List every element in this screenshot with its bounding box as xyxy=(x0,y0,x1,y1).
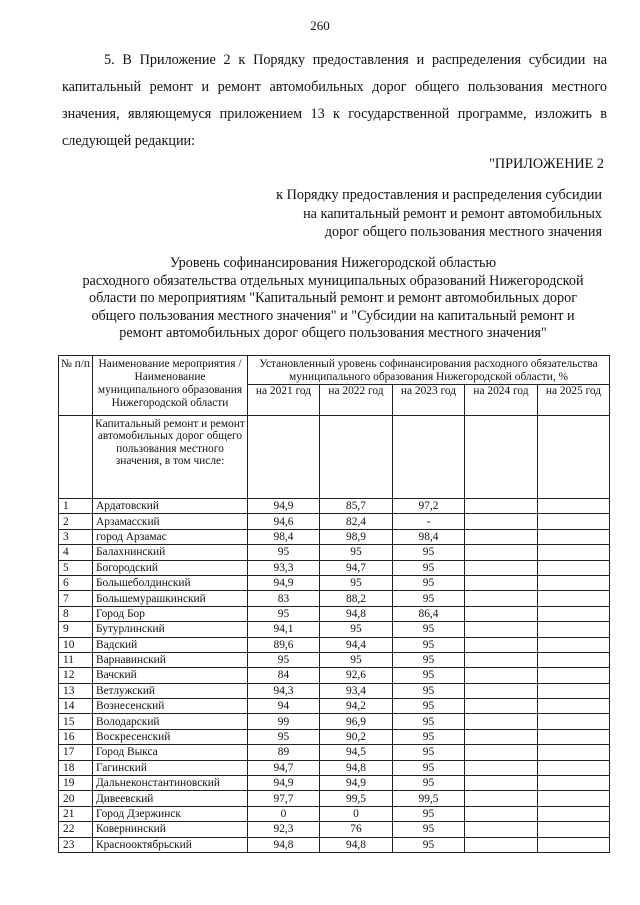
value-2022: 85,7 xyxy=(320,499,393,514)
value-2025 xyxy=(538,606,610,621)
appendix-subtitle-line: на капитальный ремонт и ремонт автомобильных xyxy=(303,205,602,222)
value-2023: - xyxy=(393,514,465,529)
row-number: 15 xyxy=(59,714,93,729)
value-2025 xyxy=(538,668,610,683)
value-2023: 95 xyxy=(393,575,465,590)
table-row xyxy=(59,622,610,637)
municipality-name: Город Бор xyxy=(93,606,248,621)
value-2021: 93,3 xyxy=(248,560,320,575)
table-row xyxy=(59,575,610,590)
value-2024 xyxy=(465,668,538,683)
value-2023: 95 xyxy=(393,806,465,821)
value-2022: 94,8 xyxy=(320,837,393,852)
value-2022: 95 xyxy=(320,575,393,590)
row-number: 8 xyxy=(59,606,93,621)
header-year: на 2022 год xyxy=(320,385,393,416)
value-2025 xyxy=(538,699,610,714)
municipality-name: Большемурашкинский xyxy=(93,591,248,606)
municipality-name: Володарский xyxy=(93,714,248,729)
value-2022: 98,9 xyxy=(320,529,393,544)
table-row xyxy=(59,499,610,514)
value-2023: 98,4 xyxy=(393,529,465,544)
header-year: на 2024 год xyxy=(465,385,538,416)
municipality-name: Краснооктябрьский xyxy=(93,837,248,852)
row-number: 9 xyxy=(59,622,93,637)
value-2021: 84 xyxy=(248,668,320,683)
value-2023: 86,4 xyxy=(393,606,465,621)
value-2021: 83 xyxy=(248,591,320,606)
heading-line: области по мероприятиям "Капитальный ремонт и ремонт автомобильных дорог xyxy=(88,290,578,306)
value-2023: 95 xyxy=(393,545,465,560)
row-number: 11 xyxy=(59,652,93,667)
header-number: № п/п xyxy=(59,356,93,416)
municipality-name: Дивеевский xyxy=(93,791,248,806)
value-2025 xyxy=(538,837,610,852)
value-2024 xyxy=(465,606,538,621)
value-2022: 95 xyxy=(320,622,393,637)
value-2023: 95 xyxy=(393,683,465,698)
value-2021: 94,7 xyxy=(248,760,320,775)
value-2024 xyxy=(465,652,538,667)
value-2025 xyxy=(538,776,610,791)
row-number: 18 xyxy=(59,760,93,775)
table-row xyxy=(59,545,610,560)
row-number: 22 xyxy=(59,822,93,837)
value-2022: 94,8 xyxy=(320,606,393,621)
table-row xyxy=(59,668,610,683)
table-row xyxy=(59,514,610,529)
value-2025 xyxy=(538,637,610,652)
municipality-name: Богородский xyxy=(93,560,248,575)
heading-line: общего пользования местного значения" и "Субсидии на капитальный ремонт и xyxy=(91,307,575,324)
row-number: 21 xyxy=(59,806,93,821)
value-2023: 95 xyxy=(393,837,465,852)
value-2021: 94,8 xyxy=(248,837,320,852)
table-row xyxy=(59,591,610,606)
value-2024 xyxy=(465,745,538,760)
value-2024 xyxy=(465,622,538,637)
value-2024 xyxy=(465,822,538,837)
intro-text: 5. В Приложение 2 к Порядку предоставления и распределения субсидии на капитальный ремонт и ремонт автомобильных дорог общего пользования местного значения, являющемуся приложением 13 к государственной программе, изложить в следующей редакции: xyxy=(62,52,607,149)
table-row xyxy=(59,699,610,714)
value-2022: 94,7 xyxy=(320,560,393,575)
value-2021: 94,3 xyxy=(248,683,320,698)
municipality-name: Город Выкса xyxy=(93,745,248,760)
value-2021: 94,9 xyxy=(248,575,320,590)
table-row xyxy=(59,652,610,667)
value-2025 xyxy=(538,791,610,806)
value-2024 xyxy=(465,591,538,606)
subtitle-empty-cell xyxy=(465,416,538,499)
header-name: Наименование мероприятия / Наименование муниципального образования Нижегородской области xyxy=(93,356,248,416)
value-2021: 94,9 xyxy=(248,776,320,791)
value-2023: 95 xyxy=(393,714,465,729)
section-subtitle: Капитальный ремонт и ремонт автомобильных дорог общего пользования местного значения, в том числе: xyxy=(93,416,248,499)
value-2023: 95 xyxy=(393,760,465,775)
value-2025 xyxy=(538,560,610,575)
value-2024 xyxy=(465,499,538,514)
appendix-subtitle-line: дорог общего пользования местного значения xyxy=(324,224,602,240)
value-2022: 0 xyxy=(320,806,393,821)
subtitle-empty-cell xyxy=(393,416,465,499)
value-2025 xyxy=(538,729,610,744)
value-2025 xyxy=(538,529,610,544)
value-2024 xyxy=(465,514,538,529)
table-row xyxy=(59,760,610,775)
value-2024 xyxy=(465,791,538,806)
value-2023: 95 xyxy=(393,668,465,683)
value-2025 xyxy=(538,575,610,590)
row-number: 17 xyxy=(59,745,93,760)
row-number: 13 xyxy=(59,683,93,698)
row-number: 1 xyxy=(59,499,93,514)
municipality-name: Город Дзержинск xyxy=(93,806,248,821)
row-number: 19 xyxy=(59,776,93,791)
value-2023: 99,5 xyxy=(393,791,465,806)
table-row xyxy=(59,560,610,575)
row-number: 3 xyxy=(59,529,93,544)
municipality-name: Балахнинский xyxy=(93,545,248,560)
value-2023: 95 xyxy=(393,652,465,667)
value-2021: 98,4 xyxy=(248,529,320,544)
table-row xyxy=(59,637,610,652)
appendix-subtitle-line: к Порядку предоставления и распределения субсидии xyxy=(276,187,602,203)
value-2021: 95 xyxy=(248,652,320,667)
subtitle-empty-cell xyxy=(538,416,610,499)
table-row xyxy=(59,745,610,760)
municipality-name: Ардатовский xyxy=(93,499,248,514)
value-2021: 94,1 xyxy=(248,622,320,637)
municipality-name: Бутурлинский xyxy=(93,622,248,637)
table-row xyxy=(59,806,610,821)
header-year: на 2025 год xyxy=(538,385,610,416)
value-2023: 97,2 xyxy=(393,499,465,514)
row-number: 7 xyxy=(59,591,93,606)
value-2022: 76 xyxy=(320,822,393,837)
header-year: на 2023 год xyxy=(393,385,465,416)
value-2022: 99,5 xyxy=(320,791,393,806)
value-2022: 94,5 xyxy=(320,745,393,760)
table-row xyxy=(59,837,610,852)
value-2025 xyxy=(538,822,610,837)
value-2022: 95 xyxy=(320,652,393,667)
heading-line: Уровень софинансирования Нижегородской областью xyxy=(169,255,497,271)
value-2022: 94,8 xyxy=(320,760,393,775)
municipality-name: Дальнеконстантиновский xyxy=(93,776,248,791)
value-2022: 92,6 xyxy=(320,668,393,683)
value-2024 xyxy=(465,683,538,698)
value-2023: 95 xyxy=(393,622,465,637)
value-2024 xyxy=(465,637,538,652)
appendix-title: "ПРИЛОЖЕНИЕ 2 xyxy=(489,156,604,172)
municipality-name: Вадский xyxy=(93,637,248,652)
value-2021: 0 xyxy=(248,806,320,821)
value-2023: 95 xyxy=(393,560,465,575)
value-2023: 95 xyxy=(393,822,465,837)
row-number: 23 xyxy=(59,837,93,852)
value-2022: 90,2 xyxy=(320,729,393,744)
value-2025 xyxy=(538,806,610,821)
municipality-name: Вачский xyxy=(93,668,248,683)
municipality-name: Большеболдинский xyxy=(93,575,248,590)
value-2021: 95 xyxy=(248,545,320,560)
value-2023: 95 xyxy=(393,745,465,760)
value-2021: 97,7 xyxy=(248,791,320,806)
row-number: 2 xyxy=(59,514,93,529)
page-number: 260 xyxy=(310,18,330,33)
value-2021: 95 xyxy=(248,729,320,744)
value-2021: 95 xyxy=(248,606,320,621)
header-level: Установленный уровень софинансирования расходного обязательства муниципального образования Нижегородской области, % xyxy=(248,356,610,385)
value-2023: 95 xyxy=(393,729,465,744)
value-2021: 89 xyxy=(248,745,320,760)
value-2022: 88,2 xyxy=(320,591,393,606)
table-row xyxy=(59,529,610,544)
value-2024 xyxy=(465,714,538,729)
value-2022: 94,4 xyxy=(320,637,393,652)
municipality-name: Ветлужский xyxy=(93,683,248,698)
value-2021: 99 xyxy=(248,714,320,729)
value-2022: 96,9 xyxy=(320,714,393,729)
header-year: на 2021 год xyxy=(248,385,320,416)
value-2021: 94 xyxy=(248,699,320,714)
row-number: 4 xyxy=(59,545,93,560)
value-2025 xyxy=(538,545,610,560)
row-number: 20 xyxy=(59,791,93,806)
value-2025 xyxy=(538,683,610,698)
row-number: 12 xyxy=(59,668,93,683)
row-number: 10 xyxy=(59,637,93,652)
value-2025 xyxy=(538,652,610,667)
value-2024 xyxy=(465,529,538,544)
municipality-name: Гагинский xyxy=(93,760,248,775)
municipality-name: Вознесенский xyxy=(93,699,248,714)
row-number: 5 xyxy=(59,560,93,575)
value-2025 xyxy=(538,591,610,606)
municipality-name: город Арзамас xyxy=(93,529,248,544)
value-2025 xyxy=(538,622,610,637)
value-2023: 95 xyxy=(393,591,465,606)
subtitle-empty-cell xyxy=(320,416,393,499)
table-row xyxy=(59,729,610,744)
value-2024 xyxy=(465,806,538,821)
value-2024 xyxy=(465,575,538,590)
value-2021: 94,6 xyxy=(248,514,320,529)
value-2021: 94,9 xyxy=(248,499,320,514)
heading-line: расходного обязательства отдельных муниципальных образований Нижегородской xyxy=(82,272,584,289)
value-2022: 82,4 xyxy=(320,514,393,529)
row-number: 6 xyxy=(59,575,93,590)
value-2025 xyxy=(538,745,610,760)
table-heading xyxy=(40,255,626,343)
value-2022: 94,9 xyxy=(320,776,393,791)
value-2022: 95 xyxy=(320,545,393,560)
value-2022: 94,2 xyxy=(320,699,393,714)
municipality-name: Варнавинский xyxy=(93,652,248,667)
value-2023: 95 xyxy=(393,699,465,714)
value-2025 xyxy=(538,514,610,529)
value-2023: 95 xyxy=(393,776,465,791)
value-2021: 92,3 xyxy=(248,822,320,837)
value-2023: 95 xyxy=(393,637,465,652)
cofinancing-table xyxy=(58,355,610,853)
municipality-name: Воскресенский xyxy=(93,729,248,744)
value-2024 xyxy=(465,837,538,852)
row-number: 16 xyxy=(59,729,93,744)
municipality-name: Арзамасский xyxy=(93,514,248,529)
value-2024 xyxy=(465,699,538,714)
table-row xyxy=(59,822,610,837)
value-2024 xyxy=(465,560,538,575)
table-row xyxy=(59,776,610,791)
table-row xyxy=(59,714,610,729)
table-row xyxy=(59,683,610,698)
value-2022: 93,4 xyxy=(320,683,393,698)
municipality-name: Ковернинский xyxy=(93,822,248,837)
value-2025 xyxy=(538,760,610,775)
value-2024 xyxy=(465,776,538,791)
value-2024 xyxy=(465,545,538,560)
table-row xyxy=(59,606,610,621)
value-2025 xyxy=(538,499,610,514)
intro-paragraph xyxy=(62,47,607,155)
heading-line: ремонт автомобильных дорог общего пользования местного значения" xyxy=(119,325,547,341)
table-row xyxy=(59,791,610,806)
row-number: 14 xyxy=(59,699,93,714)
value-2024 xyxy=(465,760,538,775)
subtitle-num-cell xyxy=(59,416,93,499)
value-2025 xyxy=(538,714,610,729)
appendix-subtitle xyxy=(202,186,602,242)
value-2024 xyxy=(465,729,538,744)
subtitle-empty-cell xyxy=(248,416,320,499)
value-2021: 89,6 xyxy=(248,637,320,652)
